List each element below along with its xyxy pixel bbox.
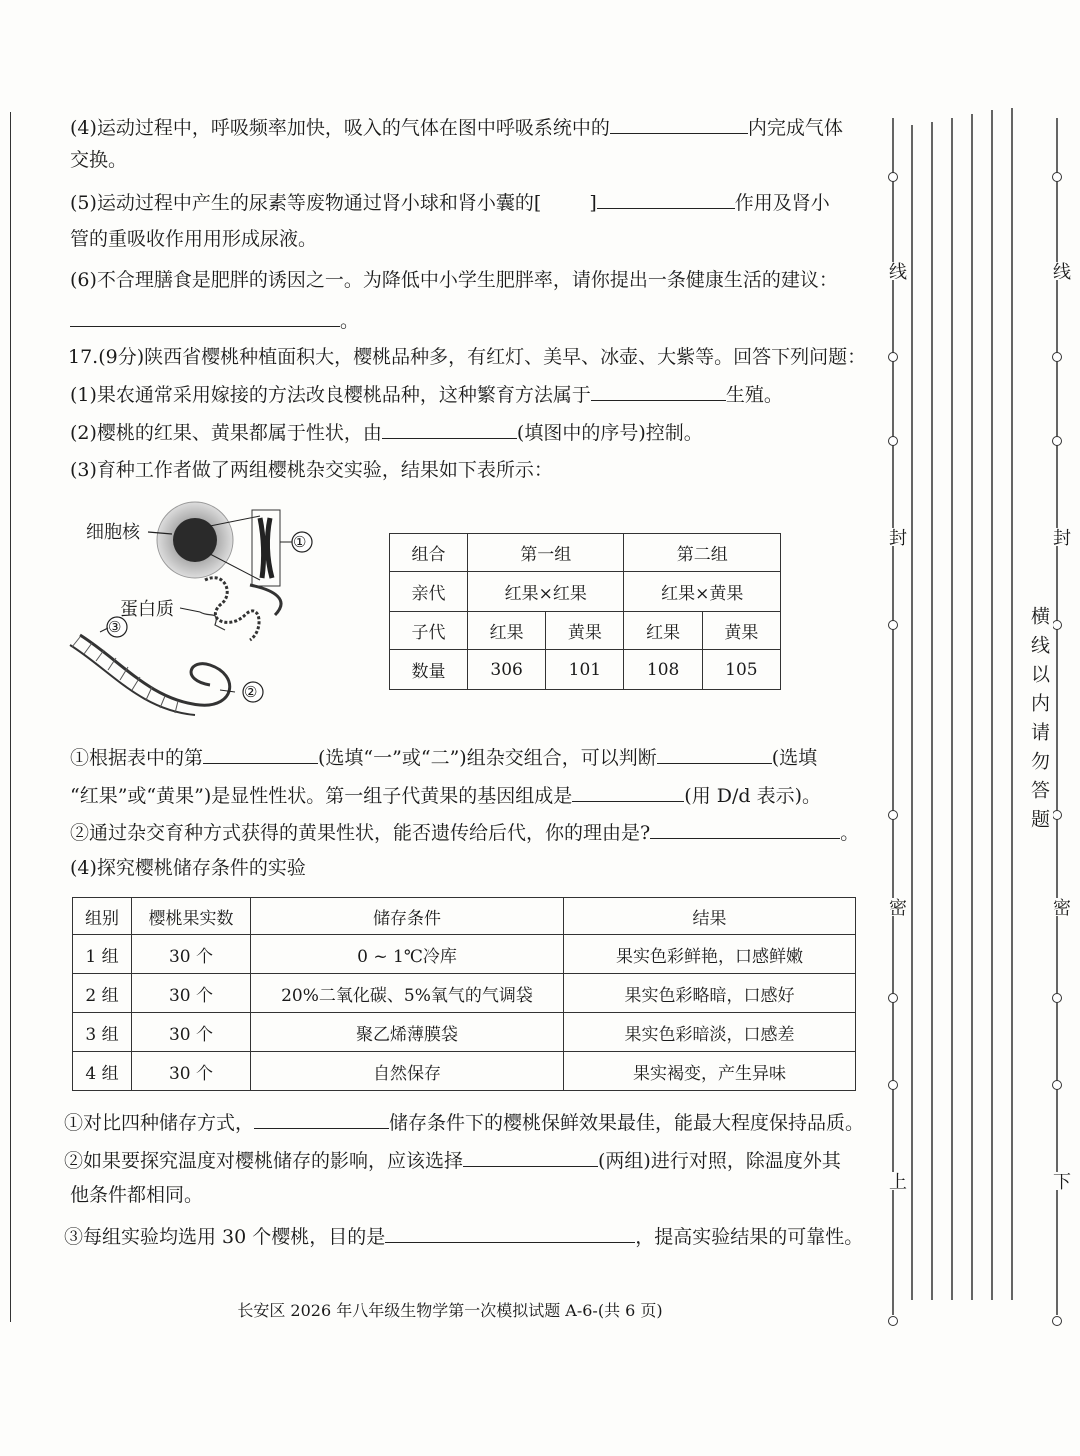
table-cell: 数量 (390, 650, 468, 690)
margin-circle (1052, 993, 1062, 1003)
table-header: 储存条件 (251, 898, 564, 935)
q16-line-5-cont: 管的重吸收作用用形成尿液。 (70, 228, 318, 250)
storage-table (72, 897, 856, 1091)
table-cell: 聚乙烯薄膜袋 (251, 1013, 564, 1052)
margin-circle (888, 172, 898, 182)
answer-blank[interactable] (254, 1110, 389, 1129)
q17-sub-1: ①根据表中的第 (选填“一”或“二”)组杂交组合，可以判断 (选填 (70, 747, 818, 769)
q17-part-2: (2)樱桃的红果、黄果都属于性状，由 (填图中的序号)控制。 (70, 422, 703, 444)
answer-blank[interactable] (203, 745, 318, 764)
q17-sub-1-cont: “红果”或“黄果”)是显性性状。第一组子代黄果的基因组成是 (用 D/d 表示)。 (70, 785, 821, 807)
answer-blank[interactable] (610, 115, 748, 134)
table-cell: 果实色彩鲜艳，口感鲜嫩 (564, 935, 856, 974)
answer-blank[interactable] (650, 820, 840, 839)
margin-circle (888, 1080, 898, 1090)
margin-notice: 横线以内请勿答题 (1026, 600, 1053, 844)
table-cell: 果实色彩暗淡，口感差 (564, 1013, 856, 1052)
answer-blank[interactable] (597, 190, 735, 209)
table-cell: 果实褐变，产生异味 (564, 1052, 856, 1091)
q17-part-1: (1)果农通常采用嫁接的方法改良樱桃品种，这种繁育方法属于 生殖。 (70, 384, 783, 406)
table-cell: 3 组 (73, 1013, 132, 1052)
margin-circle (888, 436, 898, 446)
table-cell: 101 (546, 650, 624, 690)
table-cell: 红果×红果 (467, 572, 624, 612)
answer-blank[interactable] (572, 783, 684, 802)
margin-circle (888, 1316, 898, 1326)
table-cell: 108 (624, 650, 702, 690)
answer-blank[interactable] (382, 420, 517, 439)
margin-circle (888, 352, 898, 362)
table-header: 第二组 (624, 534, 781, 572)
page-left-border (10, 112, 11, 1322)
margin-circle (1052, 172, 1062, 182)
answer-blank[interactable] (591, 382, 726, 401)
margin-circle (1052, 1316, 1062, 1326)
table-cell: 30 个 (132, 1013, 251, 1052)
q16-line-6-answer: 。 (70, 308, 359, 333)
table-cell: 30 个 (132, 935, 251, 974)
table-cell: 20%二氧化碳、5%氧气的气调袋 (251, 974, 564, 1013)
table-cell: 30 个 (132, 1052, 251, 1091)
margin-label-mi: 密 (1047, 898, 1073, 916)
table-cell: 黄果 (546, 612, 624, 650)
table-cell: 1 组 (73, 935, 132, 974)
q17-4-sub-2-cont: 他条件都相同。 (70, 1184, 204, 1206)
margin-label-mi: 密 (883, 898, 909, 916)
q16-line-4: (4)运动过程中，呼吸频率加快，吸入的气体在图中呼吸系统中的 内完成气体 (70, 117, 843, 139)
cross-table (389, 533, 781, 690)
table-cell: 红果 (624, 612, 702, 650)
table-cell: 0 ~ 1℃冷库 (251, 935, 564, 974)
answer-blank[interactable] (70, 308, 340, 327)
margin-label-feng: 封 (883, 528, 909, 546)
table-header: 组合 (390, 534, 468, 572)
label-nucleus: 细胞核 (86, 522, 140, 543)
margin-label-shang: 上 (883, 1172, 909, 1190)
table-header: 第一组 (467, 534, 624, 572)
q17-part-3: (3)育种工作者做了两组樱桃杂交实验，结果如下表所示： (70, 459, 553, 481)
answer-blank[interactable] (385, 1224, 635, 1243)
q17-4-sub-1: ①对比四种储存方式， 储存条件下的樱桃保鲜效果最佳，能最大程度保持品质。 (64, 1112, 865, 1134)
q16-line-4-cont: 交换。 (70, 149, 128, 171)
margin-label-xian: 线 (883, 262, 909, 280)
table-header: 樱桃果实数 (132, 898, 251, 935)
q16-line-6: (6)不合理膳食是肥胖的诱因之一。为降低中小学生肥胖率，请你提出一条健康生活的建议： (70, 269, 838, 291)
margin-circle (1052, 810, 1062, 820)
margin-circle (1052, 620, 1062, 630)
nucleus-shape (173, 518, 217, 562)
page-footer: 长安区 2026 年八年级生物学第一次模拟试题 A-6-(共 6 页) (237, 1301, 663, 1320)
margin-circle (1052, 436, 1062, 446)
table-cell: 2 组 (73, 974, 132, 1013)
chromosome-shape (260, 518, 272, 578)
margin-circle (888, 993, 898, 1003)
q17-sub-2: ②通过杂交育种方式获得的黄果性状，能否遗传给后代，你的理由是? 。 (70, 822, 860, 844)
marker-3: ③ (108, 618, 122, 636)
table-cell: 4 组 (73, 1052, 132, 1091)
marker-2: ② (244, 683, 258, 701)
q17-4-sub-2: ②如果要探究温度对樱桃储存的影响，应该选择 (两组)进行对照，除温度外其 (64, 1150, 841, 1172)
marker-1: ① (293, 533, 307, 551)
table-cell: 黄果 (702, 612, 780, 650)
table-cell: 红果×黄果 (624, 572, 781, 612)
margin-circle (1052, 352, 1062, 362)
margin-circle (888, 810, 898, 820)
table-cell: 红果 (467, 612, 545, 650)
table-cell: 105 (702, 650, 780, 690)
margin-label-xia: 下 (1047, 1172, 1073, 1190)
table-cell: 子代 (390, 612, 468, 650)
q17-heading: 17.(9分)陕西省樱桃种植面积大，樱桃品种多，有红灯、美早、冰壶、大紫等。回答下列问题： (68, 346, 867, 368)
table-cell: 亲代 (390, 572, 468, 612)
table-header: 组别 (73, 898, 132, 935)
table-header: 结果 (564, 898, 856, 935)
answer-blank[interactable] (657, 745, 772, 764)
table-cell: 果实色彩略暗，口感好 (564, 974, 856, 1013)
q16-line-5: (5)运动过程中产生的尿素等废物通过肾小球和肾小囊的[ ] 作用及肾小 (70, 192, 830, 214)
margin-label-xian: 线 (1047, 262, 1073, 280)
margin-circle (1052, 1080, 1062, 1090)
answer-blank[interactable] (463, 1148, 598, 1167)
table-cell: 自然保存 (251, 1052, 564, 1091)
label-protein: 蛋白质 (120, 599, 174, 620)
margin-label-feng: 封 (1047, 528, 1073, 546)
margin-circle (888, 620, 898, 630)
q17-4-sub-3: ③每组实验均选用 30 个樱桃，目的是 ，提高实验结果的可靠性。 (64, 1226, 864, 1248)
table-cell: 30 个 (132, 974, 251, 1013)
q17-part-4: (4)探究樱桃储存条件的实验 (70, 857, 306, 879)
table-cell: 306 (467, 650, 545, 690)
